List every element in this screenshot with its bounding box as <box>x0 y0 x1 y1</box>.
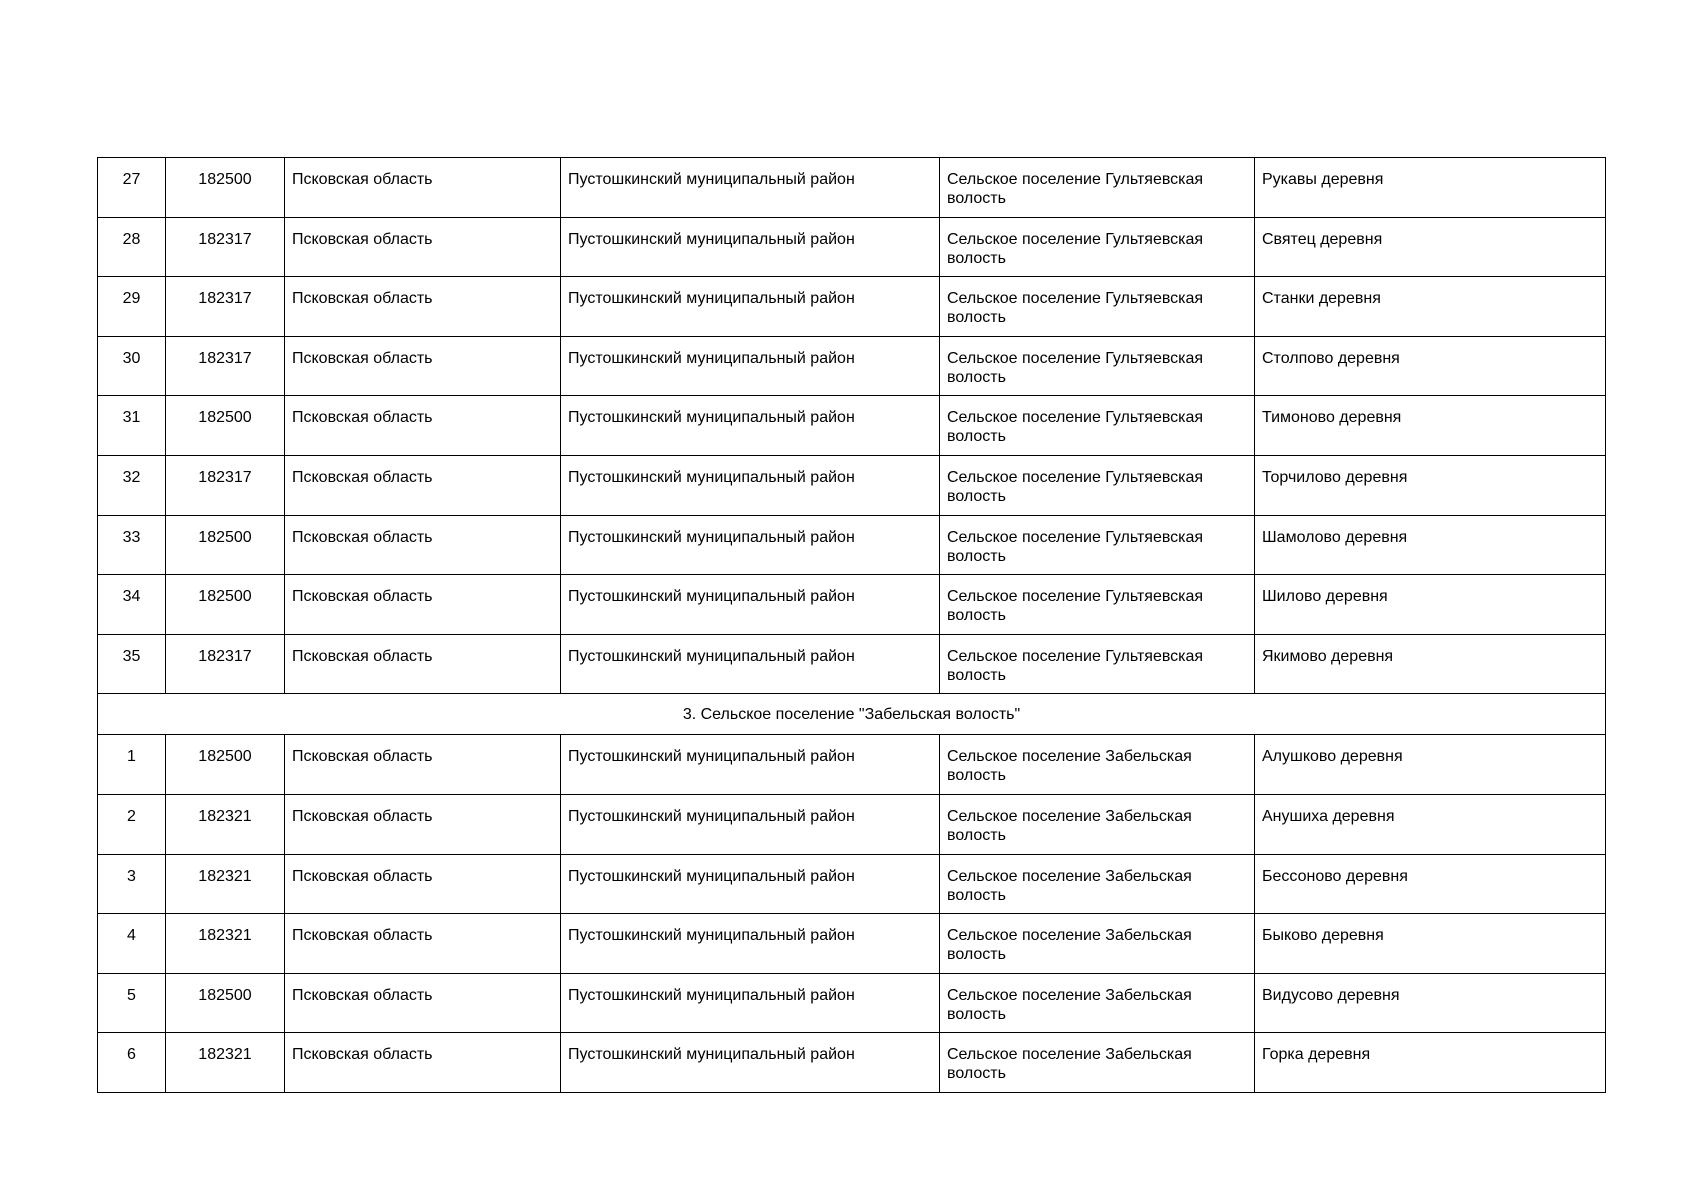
settlement-cell: Сельское поселение Забельская волость <box>940 973 1255 1033</box>
district-cell: Пустошкинский муниципальный район <box>561 854 940 914</box>
district-cell: Пустошкинский муниципальный район <box>561 634 940 694</box>
settlement-cell: Сельское поселение Забельская волость <box>940 854 1255 914</box>
region-cell: Псковская область <box>285 634 561 694</box>
table-body <box>98 158 1606 1093</box>
row-number: 29 <box>98 277 166 337</box>
locality-cell: Станки деревня <box>1255 277 1606 337</box>
region-cell: Псковская область <box>285 277 561 337</box>
postal-code: 182500 <box>166 575 285 635</box>
section-heading: 3. Сельское поселение "Забельская волость" <box>98 694 1606 735</box>
row-number: 6 <box>98 1033 166 1093</box>
settlement-cell: Сельское поселение Забельская волость <box>940 735 1255 795</box>
region-cell: Псковская область <box>285 336 561 396</box>
settlement-cell: Сельское поселение Гультяевская волость <box>940 455 1255 515</box>
postal-code: 182317 <box>166 455 285 515</box>
table-row <box>98 1033 1606 1093</box>
settlement-cell: Сельское поселение Гультяевская волость <box>940 575 1255 635</box>
locality-cell: Столпово деревня <box>1255 336 1606 396</box>
postal-code: 182321 <box>166 1033 285 1093</box>
postal-code: 182321 <box>166 854 285 914</box>
postal-code: 182500 <box>166 735 285 795</box>
table-row <box>98 634 1606 694</box>
table-row <box>98 455 1606 515</box>
row-number: 34 <box>98 575 166 635</box>
region-cell: Псковская область <box>285 854 561 914</box>
region-cell: Псковская область <box>285 575 561 635</box>
row-number: 30 <box>98 336 166 396</box>
table-row <box>98 973 1606 1033</box>
district-cell: Пустошкинский муниципальный район <box>561 914 940 974</box>
locality-cell: Рукавы деревня <box>1255 158 1606 218</box>
table-row <box>98 336 1606 396</box>
district-cell: Пустошкинский муниципальный район <box>561 973 940 1033</box>
postal-code: 182317 <box>166 277 285 337</box>
settlement-cell: Сельское поселение Гультяевская волость <box>940 515 1255 575</box>
row-number: 4 <box>98 914 166 974</box>
district-cell: Пустошкинский муниципальный район <box>561 735 940 795</box>
district-cell: Пустошкинский муниципальный район <box>561 336 940 396</box>
settlement-cell: Сельское поселение Гультяевская волость <box>940 158 1255 218</box>
row-number: 27 <box>98 158 166 218</box>
region-cell: Псковская область <box>285 794 561 854</box>
settlement-cell: Сельское поселение Забельская волость <box>940 914 1255 974</box>
locality-cell: Якимово деревня <box>1255 634 1606 694</box>
locality-cell: Бессоново деревня <box>1255 854 1606 914</box>
section-heading-row <box>98 694 1606 735</box>
postal-code: 182321 <box>166 914 285 974</box>
settlement-cell: Сельское поселение Забельская волость <box>940 1033 1255 1093</box>
locality-cell: Быково деревня <box>1255 914 1606 974</box>
district-cell: Пустошкинский муниципальный район <box>561 217 940 277</box>
table-row <box>98 515 1606 575</box>
settlement-cell: Сельское поселение Гультяевская волость <box>940 634 1255 694</box>
locality-cell: Анушиха деревня <box>1255 794 1606 854</box>
district-cell: Пустошкинский муниципальный район <box>561 794 940 854</box>
postal-code: 182317 <box>166 217 285 277</box>
address-table <box>97 157 1606 1093</box>
district-cell: Пустошкинский муниципальный район <box>561 277 940 337</box>
row-number: 32 <box>98 455 166 515</box>
row-number: 3 <box>98 854 166 914</box>
region-cell: Псковская область <box>285 973 561 1033</box>
row-number: 28 <box>98 217 166 277</box>
region-cell: Псковская область <box>285 735 561 795</box>
row-number: 33 <box>98 515 166 575</box>
table-row <box>98 277 1606 337</box>
region-cell: Псковская область <box>285 455 561 515</box>
locality-cell: Шилово деревня <box>1255 575 1606 635</box>
region-cell: Псковская область <box>285 217 561 277</box>
postal-code: 182500 <box>166 158 285 218</box>
region-cell: Псковская область <box>285 158 561 218</box>
locality-cell: Горка деревня <box>1255 1033 1606 1093</box>
row-number: 2 <box>98 794 166 854</box>
district-cell: Пустошкинский муниципальный район <box>561 396 940 456</box>
region-cell: Псковская область <box>285 396 561 456</box>
table-row <box>98 735 1606 795</box>
locality-cell: Святец деревня <box>1255 217 1606 277</box>
district-cell: Пустошкинский муниципальный район <box>561 455 940 515</box>
locality-cell: Торчилово деревня <box>1255 455 1606 515</box>
table-row <box>98 794 1606 854</box>
district-cell: Пустошкинский муниципальный район <box>561 1033 940 1093</box>
settlement-cell: Сельское поселение Гультяевская волость <box>940 277 1255 337</box>
settlement-cell: Сельское поселение Гультяевская волость <box>940 336 1255 396</box>
settlement-cell: Сельское поселение Гультяевская волость <box>940 217 1255 277</box>
locality-cell: Видусово деревня <box>1255 973 1606 1033</box>
table-row <box>98 396 1606 456</box>
locality-cell: Шамолово деревня <box>1255 515 1606 575</box>
postal-code: 182500 <box>166 515 285 575</box>
postal-code: 182317 <box>166 336 285 396</box>
row-number: 35 <box>98 634 166 694</box>
row-number: 31 <box>98 396 166 456</box>
locality-cell: Тимоново деревня <box>1255 396 1606 456</box>
district-cell: Пустошкинский муниципальный район <box>561 158 940 218</box>
district-cell: Пустошкинский муниципальный район <box>561 515 940 575</box>
district-cell: Пустошкинский муниципальный район <box>561 575 940 635</box>
table-row <box>98 575 1606 635</box>
locality-cell: Алушково деревня <box>1255 735 1606 795</box>
region-cell: Псковская область <box>285 914 561 974</box>
postal-code: 182321 <box>166 794 285 854</box>
settlement-cell: Сельское поселение Забельская волость <box>940 794 1255 854</box>
row-number: 5 <box>98 973 166 1033</box>
postal-code: 182317 <box>166 634 285 694</box>
region-cell: Псковская область <box>285 515 561 575</box>
postal-code: 182500 <box>166 396 285 456</box>
table-row <box>98 217 1606 277</box>
table-row <box>98 914 1606 974</box>
settlement-cell: Сельское поселение Гультяевская волость <box>940 396 1255 456</box>
region-cell: Псковская область <box>285 1033 561 1093</box>
postal-code: 182500 <box>166 973 285 1033</box>
table-row <box>98 158 1606 218</box>
table-row <box>98 854 1606 914</box>
row-number: 1 <box>98 735 166 795</box>
